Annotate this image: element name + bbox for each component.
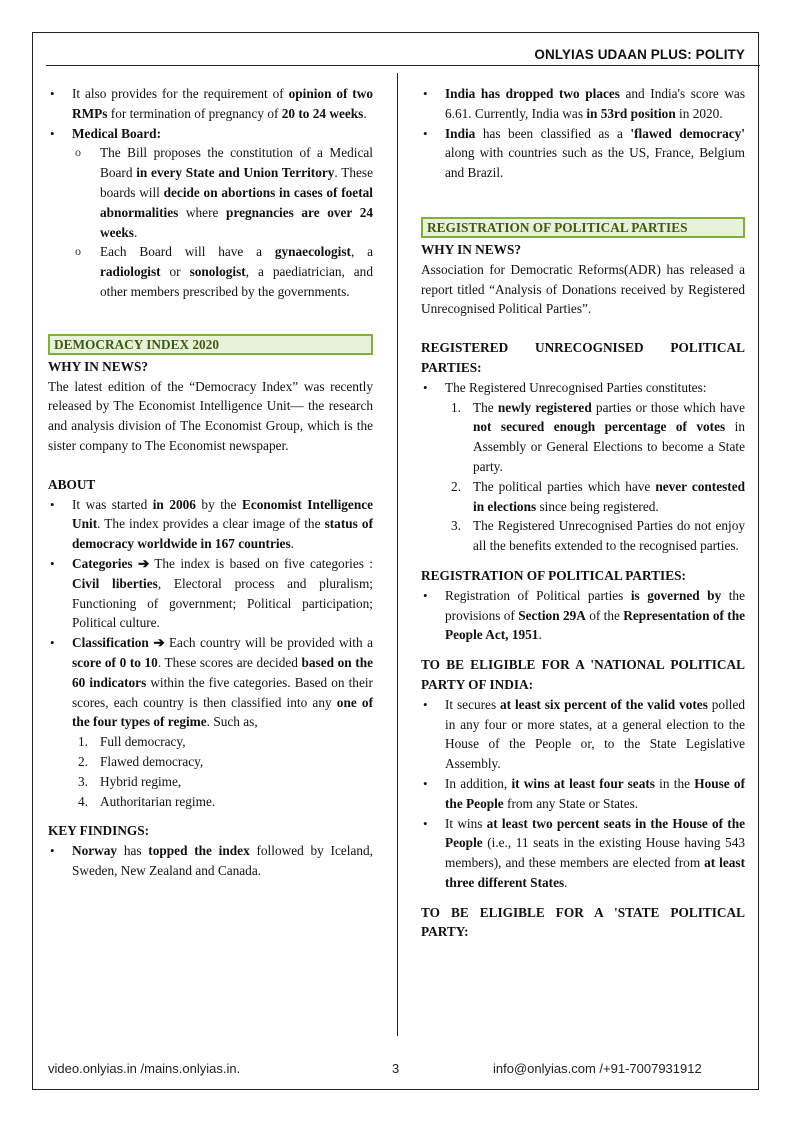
header-rule xyxy=(46,65,760,66)
numbered-item: 4. Authoritarian regime. xyxy=(78,793,216,809)
list-item: • Registration of Political parties is governed by the provisions of Section 29A of the Representation of the People Act, 1951. xyxy=(421,586,745,645)
sub-bullet-icon: o xyxy=(75,145,81,160)
sub-list-item: o Each Board will have a gynaecologist, a radiologist or sonologist, a paediatrician, and other members prescribed by the governments. xyxy=(75,244,373,299)
numbered-item: 3. Hybrid regime, xyxy=(78,773,182,789)
why-in-news-heading: WHY IN NEWS? xyxy=(48,358,148,374)
footer-contact: info@onlyias.com /+91-7007931912 xyxy=(493,1061,702,1076)
list-item: • Classification ➔ Each country will be provided with a score of 0 to 10. These scores are decided based on the 60 indicators within the five categories. Based on their scores, each country is then classified into any one of the four types of regime. Such as, xyxy=(48,633,373,732)
list-item: • The Registered Unrecognised Parties constitutes: xyxy=(421,378,745,398)
list-item: • India has dropped two places and India's score was 6.61. Currently, India was in 53rd position in 2020. xyxy=(421,84,745,124)
numbered-item: 3. The Registered Unrecognised Parties do not enjoy all the benefits extended to the recognised parties. xyxy=(451,518,745,554)
rup-heading: REGISTERED UNRECOGNISED POLITICAL PARTIES: xyxy=(421,340,745,375)
numbered-item: 2. The political parties which have never contested in elections since being registered. xyxy=(451,478,745,514)
why-in-news-text: The latest edition of the “Democracy Index” was recently released by The Economist Intelligence Unit— the research and analysis division of The Economist Group, which is the sister company to The Economist newspaper. xyxy=(48,378,373,453)
registration-heading: REGISTRATION OF POLITICAL PARTIES: xyxy=(421,567,686,583)
about-heading: ABOUT xyxy=(48,476,96,492)
arrow-right-icon: ➔ xyxy=(137,555,150,571)
column-divider xyxy=(397,73,398,1036)
list-item: • Norway has topped the index followed by Iceland, Sweden, New Zealand and Canada. xyxy=(48,841,373,881)
sub-bullet-icon: o xyxy=(75,244,81,259)
arrow-right-icon: ➔ xyxy=(153,635,165,651)
numbered-item: 2. Flawed democracy, xyxy=(78,753,204,769)
list-item: • It wins at least two percent seats in the House of the People (i.e., 11 seats in the existing House having 543 members), and these members are elected from at least three different States. xyxy=(421,814,745,893)
list-item: • Categories ➔ The index is based on five categories : Civil liberties, Electoral process and pluralism; Functioning of government; Political participation; Political culture. xyxy=(48,554,373,633)
numbered-item: 1. Full democracy, xyxy=(78,734,186,750)
list-item: • In addition, it wins at least four seats in the House of the People from any State or States. xyxy=(421,774,745,814)
list-item: • It secures at least six percent of the valid votes polled in any four or more states, at a general election to the House of the People or, to the State Legislative Assembly. xyxy=(421,695,745,774)
state-party-heading: TO BE ELIGIBLE FOR A 'STATE POLITICAL PARTY: xyxy=(421,904,745,940)
key-findings-heading: KEY FINDINGS: xyxy=(48,823,150,839)
list-item: • India has been classified as a 'flawed democracy' along with countries such as the US, France, Belgium and Brazil. xyxy=(421,124,745,183)
left-column xyxy=(48,84,373,881)
right-column xyxy=(421,84,745,942)
section-title-registration: REGISTRATION OF POLITICAL PARTIES xyxy=(421,217,745,238)
sub-list-item: o The Bill proposes the constitution of a Medical Board in every State and Union Territory. These boards will decide on abortions in cases of foetal abnormalities where pregnancies are over 24 weeks. xyxy=(75,145,373,240)
footer-websites: video.onlyias.in /mains.onlyias.in. xyxy=(48,1061,241,1076)
header-title: ONLYIAS UDAAN PLUS: POLITY xyxy=(534,47,745,62)
list-item: • Medical Board: xyxy=(48,124,373,144)
list-item: • It was started in 2006 by the Economist Intelligence Unit. The index provides a clear image of the status of democracy worldwide in 167 countries. xyxy=(48,495,373,554)
why-in-news-heading: WHY IN NEWS? xyxy=(421,241,521,257)
page-number: 3 xyxy=(392,1061,400,1076)
why-in-news-text: Association for Democratic Reforms(ADR) has released a report titled “Analysis of Donations received by Registered Unrecognised Political Parties”. xyxy=(421,261,745,317)
numbered-item: 1. The newly registered parties or those which have not secured enough percentage of votes in Assembly or General Elections to become a State party. xyxy=(451,399,745,474)
list-item: • It also provides for the requirement of opinion of two RMPs for termination of pregnancy of 20 to 24 weeks. xyxy=(48,84,373,124)
national-party-heading: TO BE ELIGIBLE FOR A 'NATIONAL POLITICAL PARTY OF INDIA: xyxy=(421,657,745,692)
section-title-democracy-index: DEMOCRACY INDEX 2020 xyxy=(48,334,373,355)
